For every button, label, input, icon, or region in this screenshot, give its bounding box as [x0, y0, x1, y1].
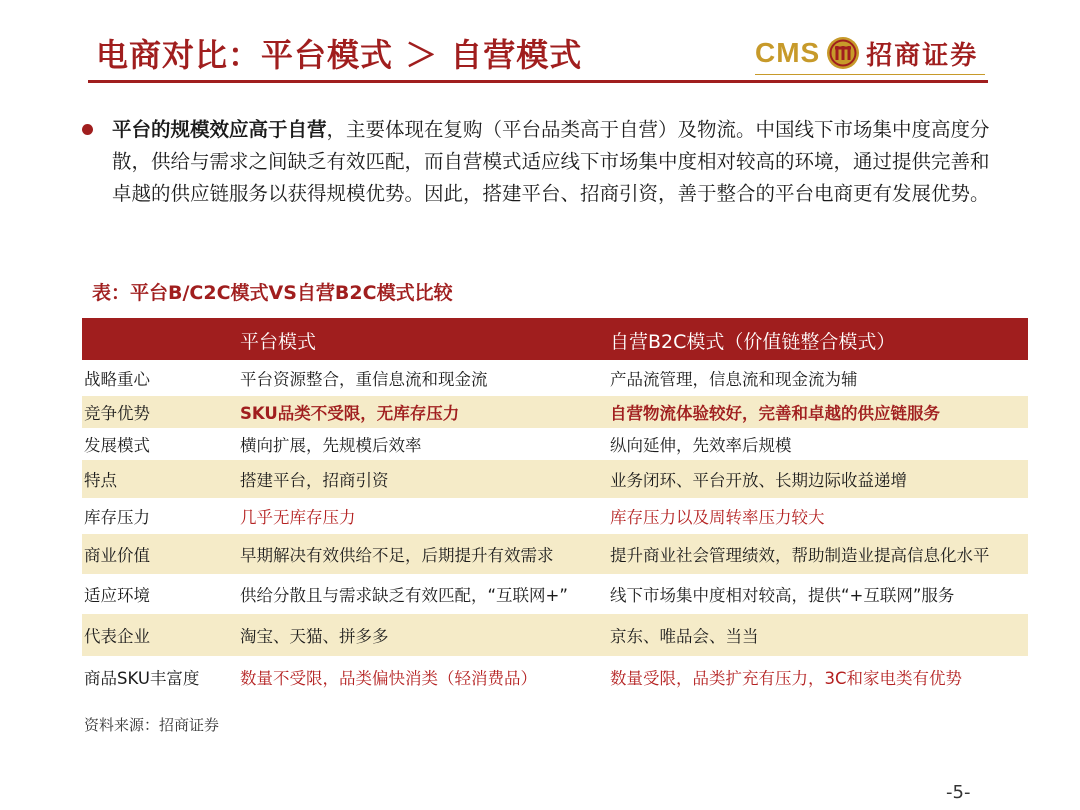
comparison-table	[82, 318, 1028, 698]
logo-chinese-text: 招商证券	[866, 40, 979, 71]
self-operated-cell: 产品流管理，信息流和现金流为辅	[610, 370, 858, 389]
self-operated-cell: 线下市场集中度相对较高，提供“+互联网”服务	[610, 586, 955, 605]
bullet-icon	[82, 124, 93, 135]
table-caption: 表：平台B/C2C模式VS自营B2C模式比较	[92, 282, 453, 304]
logo-seal-icon	[826, 36, 860, 70]
platform-cell: 搭建平台，招商引资	[240, 471, 389, 490]
platform-cell: 数量不受限，品类偏快消类（轻消费品）	[240, 669, 537, 688]
row-label: 特点	[84, 471, 117, 490]
table-header-row	[82, 318, 1028, 360]
intro-paragraph	[112, 114, 1002, 210]
source-note: 资料来源：招商证券	[84, 716, 220, 734]
page-title: 电商对比：平台模式 ＞ 自营模式	[96, 36, 583, 74]
table-row	[82, 498, 1028, 534]
row-label: 战略重心	[84, 370, 150, 389]
logo-latin-text: CMS	[755, 37, 821, 68]
table-row	[82, 396, 1028, 428]
logo-underline	[755, 74, 985, 75]
row-label: 竞争优势	[84, 404, 150, 423]
row-label: 代表企业	[84, 627, 150, 646]
platform-cell: 几乎无库存压力	[240, 508, 356, 527]
row-label: 适应环境	[84, 586, 150, 605]
company-logo	[755, 33, 978, 73]
table-row	[82, 614, 1028, 656]
platform-cell: 平台资源整合，重信息流和现金流	[240, 370, 488, 389]
header-cell-platform: 平台模式	[240, 331, 317, 353]
row-label: 发展模式	[84, 436, 150, 455]
title-divider	[88, 80, 988, 83]
intro-text: ，主要体现在复购（平台品类高于自营）及物流。中国线下市场集中度高度分散，供给与需求之间缺乏有效匹配，而自营模式适应线下市场集中度相对较高的环境，通过提供完善和卓越的供应链服务以获得规模优势。因此，搭建平台、招商引资，善于整合的平台电商更有发展优势。	[112, 118, 990, 205]
self-operated-cell: 库存压力以及周转率压力较大	[610, 508, 825, 527]
platform-cell: 淘宝、天猫、拼多多	[240, 627, 389, 646]
self-operated-cell: 提升商业社会管理绩效，帮助制造业提高信息化水平	[610, 546, 990, 565]
self-operated-cell: 业务闭环、平台开放、长期边际收益递增	[610, 471, 907, 490]
header-cell-self-operated: 自营B2C模式（价值链整合模式）	[610, 331, 896, 353]
row-label: 商品SKU丰富度	[84, 669, 200, 688]
table-row	[82, 360, 1028, 396]
table-row	[82, 574, 1028, 614]
table-row	[82, 428, 1028, 460]
self-operated-cell: 纵向延伸，先效率后规模	[610, 436, 792, 455]
platform-cell: 横向扩展，先规模后效率	[240, 436, 422, 455]
self-operated-cell: 自营物流体验较好，完善和卓越的供应链服务	[610, 404, 940, 423]
table-row	[82, 656, 1028, 698]
intro-bold-lead: 平台的规模效应高于自营	[112, 118, 327, 141]
page-number: -5-	[946, 782, 971, 803]
table-row	[82, 460, 1028, 498]
table-row	[82, 534, 1028, 574]
self-operated-cell: 数量受限，品类扩充有压力，3C和家电类有优势	[610, 669, 963, 688]
platform-cell: 供给分散且与需求缺乏有效匹配，“互联网+”	[240, 586, 568, 605]
platform-cell: SKU品类不受限，无库存压力	[240, 404, 460, 423]
row-label: 商业价值	[84, 546, 150, 565]
platform-cell: 早期解决有效供给不足，后期提升有效需求	[240, 546, 554, 565]
row-label: 库存压力	[84, 508, 150, 527]
self-operated-cell: 京东、唯品会、当当	[610, 627, 759, 646]
